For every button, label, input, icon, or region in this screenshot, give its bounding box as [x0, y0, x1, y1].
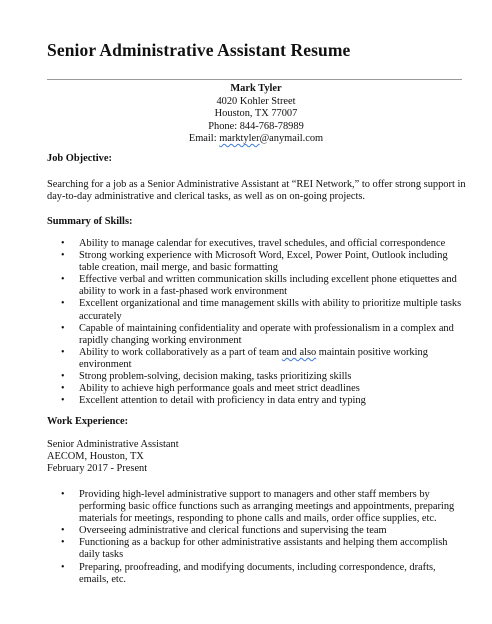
bullet-icon: • — [61, 489, 65, 500]
skill-item: • Strong working experience with Microsoft Word, Excel, Power Point, Outlook including table creation, mail merge, and basic formatting — [61, 250, 448, 274]
bullet-icon: • — [61, 383, 65, 395]
contact-email-user: marktyler — [219, 133, 260, 144]
bullet-icon: • — [61, 561, 65, 573]
title-divider — [47, 79, 462, 80]
skill-item: • Excellent attention to detail with proficiency in data entry and typing — [61, 395, 366, 407]
experience-list — [47, 489, 465, 586]
skills-heading: Summary of Skills: — [47, 216, 133, 227]
skills-list — [47, 238, 465, 407]
objective-heading: Job Objective: — [47, 153, 112, 164]
skill-item: • Capable of maintaining confidentiality and operate with professionalism in a complex and rapidly changing working environment — [61, 322, 454, 346]
bullet-icon: • — [61, 371, 65, 383]
experience-item: • Providing high-level administrative support to managers and other staff members by performing basic office functions such as arranging meetings and appointments, preparing materials for meetings, responding to phone calls and mails, order office supplies, etc. — [61, 489, 455, 525]
experience-heading: Work Experience: — [47, 416, 129, 427]
job-company: AECOM, Houston, TX — [47, 451, 144, 462]
bullet-icon: • — [61, 537, 65, 549]
experience-item: • Functioning as a backup for other administrative assistants and helping them accomplish daily tasks — [61, 537, 448, 561]
contact-name: Mark Tyler — [230, 83, 282, 94]
grammar-flag: and also — [281, 346, 317, 358]
skill-item: • Strong problem-solving, decision making, tasks prioritizing skills — [61, 371, 352, 383]
bullet-icon: • — [61, 395, 65, 407]
bullet-icon: • — [61, 238, 65, 249]
job-dates: February 2017 - Present — [47, 463, 148, 474]
skill-item: • Ability to work collaboratively as a part of team and also maintain positive working environment — [61, 346, 428, 370]
bullet-icon: • — [61, 298, 65, 310]
contact-street: 4020 Kohler Street — [216, 95, 296, 107]
contact-email-line — [47, 133, 465, 146]
skill-item: • Ability to manage calendar for executives, travel schedules, and official correspondence — [61, 238, 446, 249]
skill-item: • Excellent organizational and time management skills with ability to prioritize multiple tasks accurately — [61, 298, 462, 322]
skill-item: • Ability to achieve high performance goals and meet strict deadlines — [61, 383, 360, 395]
bullet-icon: • — [61, 322, 65, 334]
contact-city: Houston, TX 77007 — [214, 108, 298, 119]
contact-phone: Phone: 844-768-78989 — [208, 120, 304, 132]
contact-block — [47, 83, 465, 146]
document-title: Senior Administrative Assistant Resume — [47, 40, 351, 60]
objective-text: Searching for a job as a Senior Administrative Assistant at “REI Network,” to offer strong support in day-to-day administrative and clerical tasks, as well as on on-going projects. — [47, 179, 466, 203]
experience-item: • Preparing, proofreading, and modifying documents, including correspondence, drafts, emails, etc. — [61, 561, 436, 585]
bullet-icon: • — [61, 274, 65, 286]
contact-email-domain: @anymail.com — [259, 133, 324, 144]
job-title: Senior Administrative Assistant — [47, 439, 179, 450]
bullet-icon: • — [61, 525, 65, 537]
bullet-icon: • — [61, 250, 65, 262]
experience-item: • Overseeing administrative and clerical functions and supervising the team — [61, 525, 387, 537]
bullet-icon: • — [61, 346, 65, 358]
contact-email-prefix: Email: — [188, 133, 220, 144]
skill-item: • Effective verbal and written communication skills including excellent phone etiquettes and ability to work in a fast-phased work environment — [61, 274, 457, 298]
